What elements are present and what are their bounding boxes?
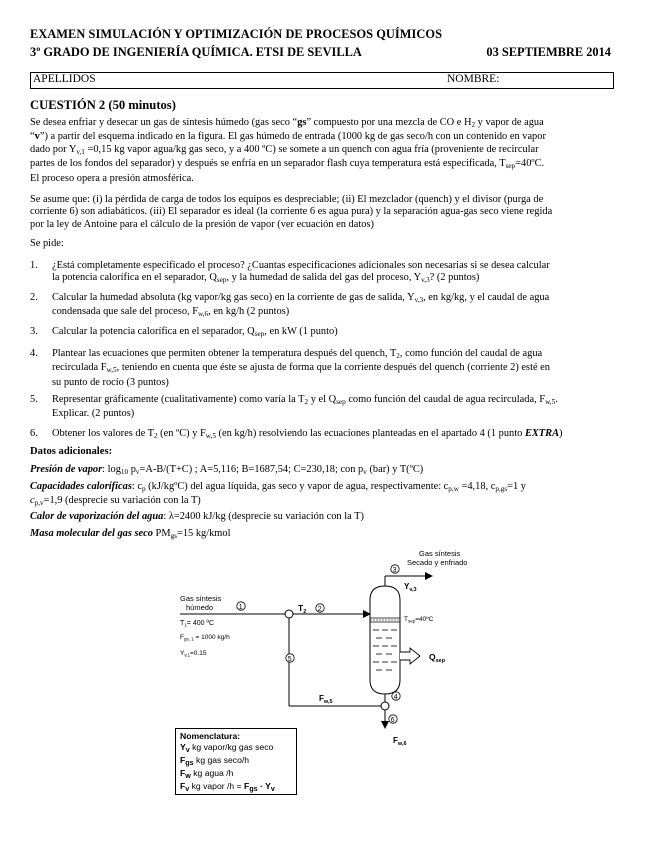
gas-out-label-1: Gas síntesis — [419, 549, 461, 558]
svg-text:1: 1 — [238, 604, 243, 611]
se-pide-label: Se pide: — [30, 238, 64, 249]
nomenclature-line-4: $F_v$ kg vapor $/h = F_{gs} \cdot Y_v$ — [180, 781, 275, 793]
exam-date: 03 SEPTIEMBRE 2014 — [486, 45, 611, 59]
assume-line-3: por la ley de Antoine para el cálculo de la presión de vapor (ver ecuación en datos) — [30, 218, 374, 230]
nombre-label: NOMBRE: — [447, 73, 500, 85]
assumptions-paragraph — [30, 194, 625, 231]
process-diagram — [0, 545, 655, 730]
flash-separator — [370, 586, 434, 694]
student-name-box — [30, 72, 614, 89]
svg-text:5: 5 — [287, 656, 292, 663]
fw6-label-box: $F_{w,6}$ — [393, 736, 407, 747]
svg-text:Tsep=40ºC: $T_{sep}=40ºC$ — [404, 616, 434, 624]
svg-text:6: 6 — [390, 717, 395, 724]
fgs-label: F — [180, 634, 184, 641]
exam-page: EXAMEN SIMULACIÓN Y OPTIMIZACIÓN DE PROCESOS QUÍMICOS 3º GRADO DE INGENIERÍA QUÍMICA. ETSI DE SEVILLA 03 SEPTIEMBRE 2014 APELLIDOS NOMBRE: CUESTIÓN 2 (50 minutos) Se desea enfriar y desecar un gas de síntesis húmedo (gas seco “gs” compuesto por una mezcla de CO e $H_2$ y vapor de agua “v”) a partir del esquema indicado en la figura. El gas húmedo de entrada (1000 kg de gas seco/h con un contenido en vapor dado por $Y_{v,1} =0,15$ kg vapor agua/kg gas seco, y a 400 ºC) se somete a un quench con agua fría (proveniente de recircular partes de los fondos del separador) y después se enfría en un separador flash cuya temperatura está especificada, $T_{sep}=40ºC$. El proceso opera a presión atmosférica. Se asume que: (i) la pérdida de carga de todos los equipos es despreciable; (ii) El mezclador (quench) y el divisor (purga de corriente 6) son adiabáticos. (iii) El separador es ideal (la corriente 6 es agua pura) y la separación agua-gas seco viene regida por la ley de Antoine para el cálculo de la presión de vapor (ver ecuación en datos) Se pide: 1. ¿Está completamente especificado el proceso? ¿Cuantas especificaciones adicionales son necesarias si se desea calcular la potencia calorífica en el separador, $Q_{sep}$, y la humedad de salida del gas del proceso, $Y_{v,3}$? (2 puntos) 2. Calcular la humedad absoluta (kg vapor/kg gas seco) en la corriente de gas de salida, $Y_{v,3}$, en kg/kg, y el caudal de agua condensada que sale del proceso, $F_{w,6}$, en kg/h (2 puntos) 3. Calcular la potencia calorífica en el separador, $Q_{sep}$, en kW (1 punto) 4. Plantear las ecuaciones que permiten obtener la temperatura después del quench, $T_2$, como función del caudal de agua recirculada $F_{w,5}$, teniendo en cuenta que éste se ajusta de forma que la corriente después del quench (corriente 2) esté en su punto de rocío (3 puntos) 5. Representar gráficamente (cualitativamente) como varía la $T_2$ y el $Q_{sep}$ como función del caudal de agua recirculada, $F_{w,5}$. Explicar. (2 puntos) 6. Obtener los valores de $T_2$ (en ºC) y $F_{w,5}$ (en kg/h) resolviendo las ecuaciones planteadas en el apartado 4 (1 punto EXTRA) Datos adicionales: Presión de vapor: $\log_{10} p_v=A-B/(T+C)$ ; A=5,116; B=1687,54; C=230,18; con $p_v$ (bar) y T(ºC) Capacidades caloríficas: $c_p$ (kJ/kgºC) del agua líquida, gas seco y vapor de agua, respectivamente: $c_{p,w} =4,18$, $c_{p,gs}=1$ y $c_{p,v}=1,9$ (desprecie su variación con la T) Calor de vaporización del agua: λ=2400 kJ/kg (desprecie su variación con la T) Masa molecular del gas seco $PM_{gs}=15$ kg/kmol Gas síntesis Secado y enfriado 3 $Y_{v,3}$ $T_{sep}=40ºC$ $Q_{sep}$ Gas síntesis húmedo 1 $T_2$ 2 $T_1= 400$ ºC $F_{gs, 1} = 1000$ kg/h $Y_{v,1}=0.15$ 4 5 $F_{w,5}$ 6 $F_{w,6}$ Nomenclatura: $Y_v$ kg vapor/kg gas seco $F_{gs}$ kg gas seco/h $F_w$ kg agua /h $F_v$ kg vapor $/h = F_{gs} \cdot Y_v$ — [0, 0, 655, 848]
svg-text:T1= 400 ºC: $T_1= 400$ ºC — [180, 620, 215, 628]
svg-text:Yv,3: $Y_{v,3}$ — [404, 582, 417, 593]
intro-line-4: partes de los fondos del separador) y después se enfría en un separador flash cuya temperatura está especificada, $T_{sep}=40ºC$. — [30, 158, 545, 171]
datos-cp: Capacidades caloríficas: $c_p$ (kJ/kgºC) del agua líquida, gas seco y vapor de agua, respectivamente: $c_{p,w} =4,18$, $c_{p,gs}=1$ y $c_{p,v}=1,9$ (desprecie su variación con la T) — [30, 481, 526, 508]
qsep-arrow — [400, 648, 446, 664]
svg-text:2: 2 — [317, 606, 322, 613]
yv-label: Y — [180, 650, 185, 657]
nomenclature-line-3: $F_w$ kg agua /h — [180, 768, 234, 780]
qsep-label: Q — [429, 652, 436, 662]
gas-out-label-2: Secado y enfriado — [407, 558, 468, 567]
exam-title: EXAMEN SIMULACIÓN Y OPTIMIZACIÓN DE PROCESOS QUÍMICOS — [30, 27, 443, 41]
assume-line-2: corriente 6) son adiabáticos. (iii) El separador es ideal (la corriente 6 es agua pura) y la separación agua-gas seco viene regida — [30, 206, 553, 218]
intro-line-2: “v”) a partir del esquema indicado en la figura. El gas húmedo de entrada (1000 kg de gas seco/h con un contenido en vapor — [30, 131, 546, 143]
intro-line-5: El proceso opera a presión atmosférica. — [30, 172, 194, 184]
intro-line-1: Se desea enfriar y desecar un gas de síntesis húmedo (gas seco “gs” compuesto por una mezcla de CO e $H_2$ y vapor de agua — [30, 117, 544, 129]
svg-text:Fw,5: $F_{w,5}$ — [319, 694, 333, 705]
assume-line-1: Se asume que: (i) la pérdida de carga de todos los equipos es despreciable; (ii) El mezclador (quench) y el divisor (purga de — [30, 194, 544, 205]
t2-label: T — [298, 603, 304, 613]
svg-text:T2: $T_2$ — [298, 603, 307, 615]
svg-text:Qsep: $Q_{sep}$ — [429, 652, 446, 664]
nomenclature-box — [175, 728, 297, 795]
datos-mm: Masa molecular del gas seco $PM_{gs}=15$ kg/kmol — [30, 528, 231, 540]
fw6-label: F — [393, 736, 398, 745]
stream-6 — [385, 710, 397, 728]
t1-label: T — [180, 620, 185, 627]
gas-in-label-1: Gas síntesis — [180, 594, 222, 603]
svg-text:3: 3 — [392, 567, 397, 574]
nomenclature-title: Nomenclatura: — [180, 731, 241, 741]
intro-line-3: dado por $Y_{v,1} =0,15$ kg vapor agua/kg gas seco, y a 400 ºC) se somete a un quench con agua fría (proveniente de recircular — [30, 143, 539, 156]
tsep-label: T — [404, 616, 408, 623]
svg-text:4: 4 — [393, 694, 398, 701]
stream-1-2 — [180, 594, 370, 658]
y3-label: Y — [404, 582, 410, 591]
svg-text:Yv,1=0.15: $Y_{v,1}=0.15$ — [180, 650, 207, 658]
nomenclature-line-2: $F_{gs}$ kg gas seco/h — [180, 755, 250, 767]
svg-text:Fgs, 1 = 1000 kg/h: $F_{gs, 1} = 1000$ kg/h — [180, 634, 230, 642]
question-title: CUESTIÓN 2 (50 minutos) — [30, 98, 176, 112]
nomenclature-line-1: $Y_v$ kg vapor/kg gas seco — [180, 742, 274, 754]
exam-subtitle: 3º GRADO DE INGENIERÍA QUÍMICA. ETSI DE SEVILLA — [30, 45, 362, 59]
datos-title: Datos adicionales: — [30, 446, 113, 457]
datos-cv: Calor de vaporización del agua: λ=2400 kJ/kg (desprecie su variación con la T) — [30, 511, 364, 522]
apellidos-label: APELLIDOS — [33, 73, 96, 85]
gas-in-label-2: húmedo — [186, 603, 214, 612]
intro-paragraph — [30, 117, 625, 185]
fw5-label: F — [319, 694, 324, 703]
datos-pv: Presión de vapor: $\log_{10} p_v=A-B/(T+C)$ ; A=5,116; B=1687,54; C=230,18; con $p_v$ (bar) y T(ºC) — [30, 464, 424, 476]
